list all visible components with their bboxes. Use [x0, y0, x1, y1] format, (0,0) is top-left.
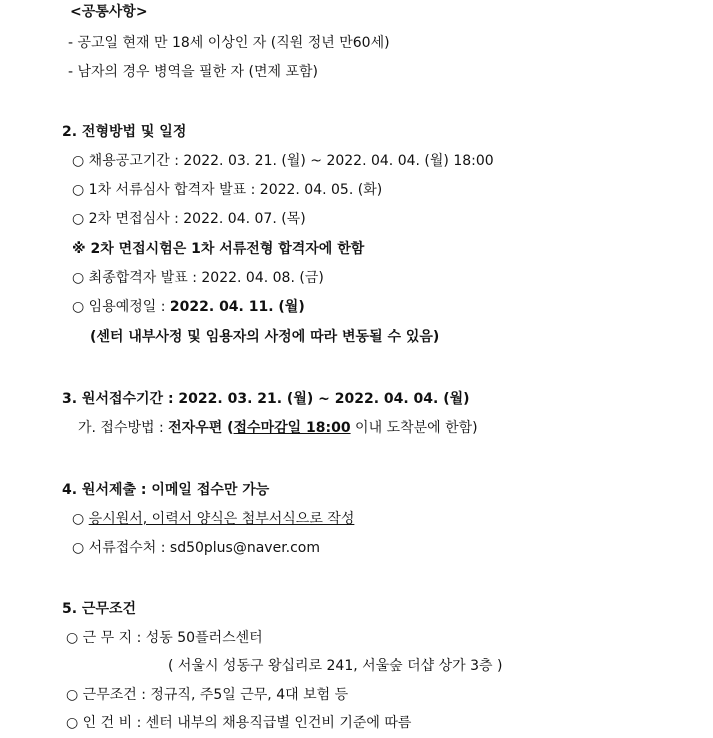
common-item-military: - 남자의 경우 병역을 필한 자 (면제 포함) [68, 64, 318, 80]
submission-paren: ( [222, 420, 234, 436]
submission-forms [72, 509, 354, 529]
interview-eligibility-note: ※ 2차 면접시험은 1차 서류전형 합격자에 한함 [72, 241, 365, 257]
submission-deadline: 접수마감일 18:00 [233, 420, 351, 436]
submission-deadline-suffix: 이내 도착분에 한함) [350, 420, 478, 436]
submission-address: ○ 서류접수처 : sd50plus@naver.com [72, 540, 321, 556]
section3-heading: 3. 원서접수기간 : 2022. 03. 21. (월) ~ 2022. 04. 04. (월) [62, 391, 470, 407]
submission-method-label: 가. 접수방법 : [78, 420, 169, 436]
schedule-final-announcement: ○ 최종합격자 발표 : 2022. 04. 08. (금) [72, 270, 324, 286]
work-conditions: ○ 근무조건 : 정규직, 주5일 근무, 4대 보험 등 [66, 687, 349, 703]
work-location: ○ 근 무 지 : 성동 50플러스센터 [66, 630, 263, 646]
schedule-interview: ○ 2차 면접심사 : 2022. 04. 07. (목) [72, 211, 306, 227]
appointment-label: ○ 임용예정일 : [72, 299, 170, 315]
section5-heading: 5. 근무조건 [62, 601, 137, 617]
section4-heading: 4. 원서제출 : 이메일 접수만 가능 [62, 482, 270, 498]
bullet: ○ [72, 511, 89, 527]
schedule-document-result: ○ 1차 서류심사 합격자 발표 : 2022. 04. 05. (화) [72, 182, 383, 198]
work-salary: ○ 인 건 비 : 센터 내부의 채용직급별 인건비 기준에 따름 [66, 715, 412, 731]
appointment-date: 2022. 04. 11. (월) [169, 299, 305, 315]
work-location-address: ( 서울시 성동구 왕십리로 241, 서울숲 더샵 상가 3층 ) [168, 658, 503, 674]
schedule-appointment [72, 297, 305, 317]
section2-heading: 2. 전형방법 및 일정 [62, 124, 187, 140]
submission-method [78, 418, 478, 438]
forms-instruction: 응시원서, 이력서 양식은 첨부서식으로 작성 [88, 511, 355, 527]
common-heading: <공통사항> [70, 4, 148, 20]
submission-method-value: 전자우편 [168, 420, 223, 436]
schedule-posting-period: ○ 채용공고기간 : 2022. 03. 21. (월) ~ 2022. 04. 04. (월) 18:00 [72, 153, 494, 169]
common-item-age: - 공고일 현재 만 18세 이상인 자 (직원 정년 만60세) [68, 35, 390, 51]
appointment-change-note: (센터 내부사정 및 임용자의 사정에 따라 변동될 수 있음) [90, 329, 440, 345]
